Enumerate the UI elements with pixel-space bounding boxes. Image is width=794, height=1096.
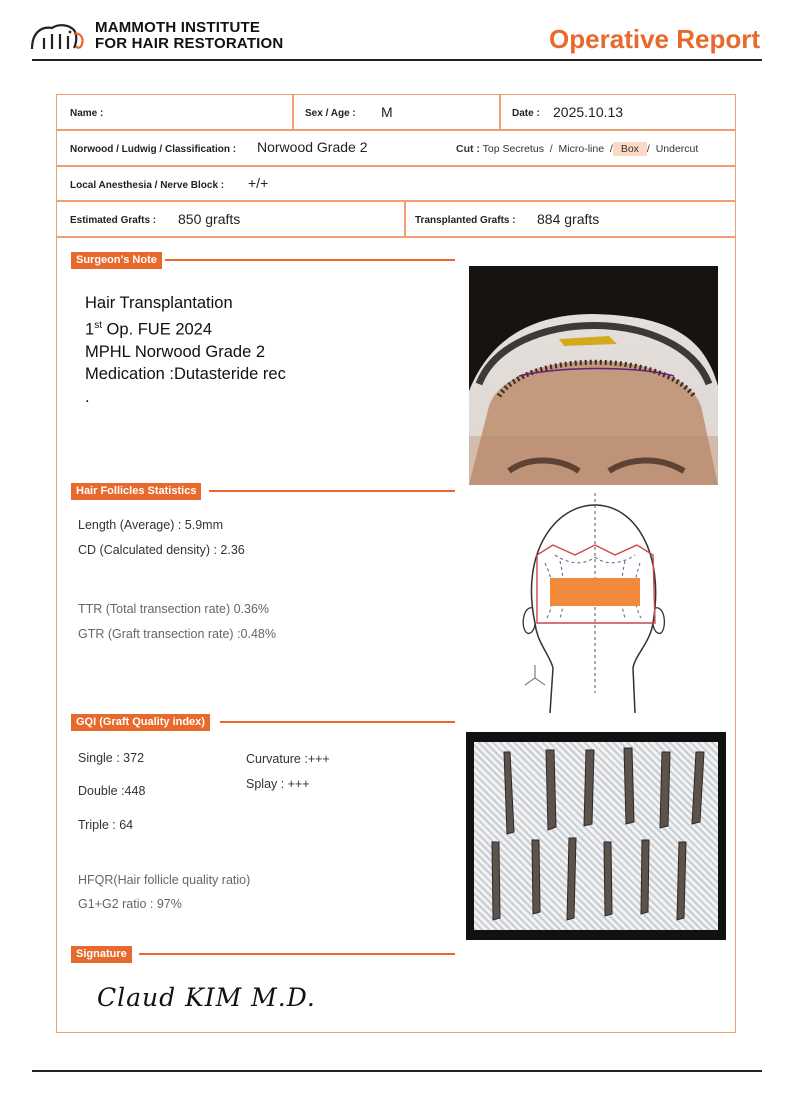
transplanted-grafts-value: 884 grafts [537,211,600,227]
note-line: Hair Transplantation [85,294,233,312]
section-rule [209,490,455,492]
curvature: Curvature :+++ [246,752,330,766]
row-divider [57,129,736,131]
note-ordinal: 1 [85,320,95,338]
cut-label: Cut : [456,143,480,155]
row-divider [57,236,736,238]
microscope-field [474,742,718,930]
triple-grafts: Triple : 64 [78,818,134,832]
cut-option-micro-line: Micro-line [558,143,605,155]
cut-field: Cut : Top Secretus / Micro-line / Box / Undercut [456,143,699,155]
cut-option-top-secretus: Top Secretus [482,143,544,155]
date-label: Date : [512,108,540,119]
gqi-heading: GQI (Graft Quality index) [71,714,210,731]
note-line: Medication :Dutasteride rec [85,365,286,383]
single-grafts: Single : 372 [78,751,145,765]
transplanted-grafts-label: Transplanted Grafts : [415,215,516,226]
column-divider [499,94,501,129]
row-divider [57,165,736,167]
classification-value: Norwood Grade 2 [257,139,368,155]
footer-divider [32,1070,762,1072]
cut-option-undercut: Undercut [655,143,699,155]
splay: Splay : +++ [246,777,310,791]
length-average: Length (Average) : 5.9mm [78,518,223,532]
date-value: 2025.10.13 [553,104,624,120]
follicle-stats-heading: Hair Follicles Statistics [71,483,201,500]
note-ordinal-suffix: st [94,319,102,331]
donor-area-diagram [515,493,665,713]
g1-g2-ratio: G1+G2 ratio : 97% [78,897,182,911]
org-line-1: MAMMOTH INSTITUTE [95,19,261,36]
graft-transection-rate: GTR (Graft transection rate) :0.48% [78,627,276,641]
follicle-microscope-photo [466,732,726,940]
double-grafts: Double :448 [78,784,146,798]
calculated-density: CD (Calculated density) : 2.36 [78,543,245,557]
surgeons-note-heading: Surgeon's Note [71,252,162,269]
note-op-text: Op. FUE 2024 [101,320,213,338]
report-title: Operative Report [549,24,760,54]
sex-age-label: Sex / Age : [305,108,356,119]
patient-hairline-photo [469,266,718,485]
column-divider [404,200,406,236]
note-line [85,315,286,341]
anesthesia-label: Local Anesthesia / Nerve Block : [70,180,225,191]
organization-name [95,20,283,52]
classification-label: Norwood / Ludwig / Classification : [70,144,237,155]
row-divider [57,200,736,202]
cut-option-box-selected: Box [613,142,647,156]
signature-heading: Signature [71,946,132,963]
anesthesia-value: +/+ [248,175,269,191]
hfqr-label: HFQR(Hair follicle quality ratio) [78,873,251,887]
mammoth-logo-icon [30,20,90,52]
section-rule [220,721,455,723]
surgeons-note-body [85,292,286,408]
surgeon-signature: Claud KIM M.D. [97,983,316,1012]
section-rule [165,259,455,261]
estimated-grafts-value: 850 grafts [178,211,241,227]
org-line-2: FOR HAIR RESTORATION [95,35,284,52]
note-line: MPHL Norwood Grade 2 [85,342,266,361]
header-divider [32,59,762,61]
sex-age-value: M [381,104,393,120]
total-transection-rate: TTR (Total transection rate) 0.36% [78,602,270,616]
section-rule [139,953,455,955]
name-label: Name : [70,108,104,119]
estimated-grafts-label: Estimated Grafts : [70,215,157,226]
column-divider [292,94,294,129]
note-line: . [85,387,90,406]
